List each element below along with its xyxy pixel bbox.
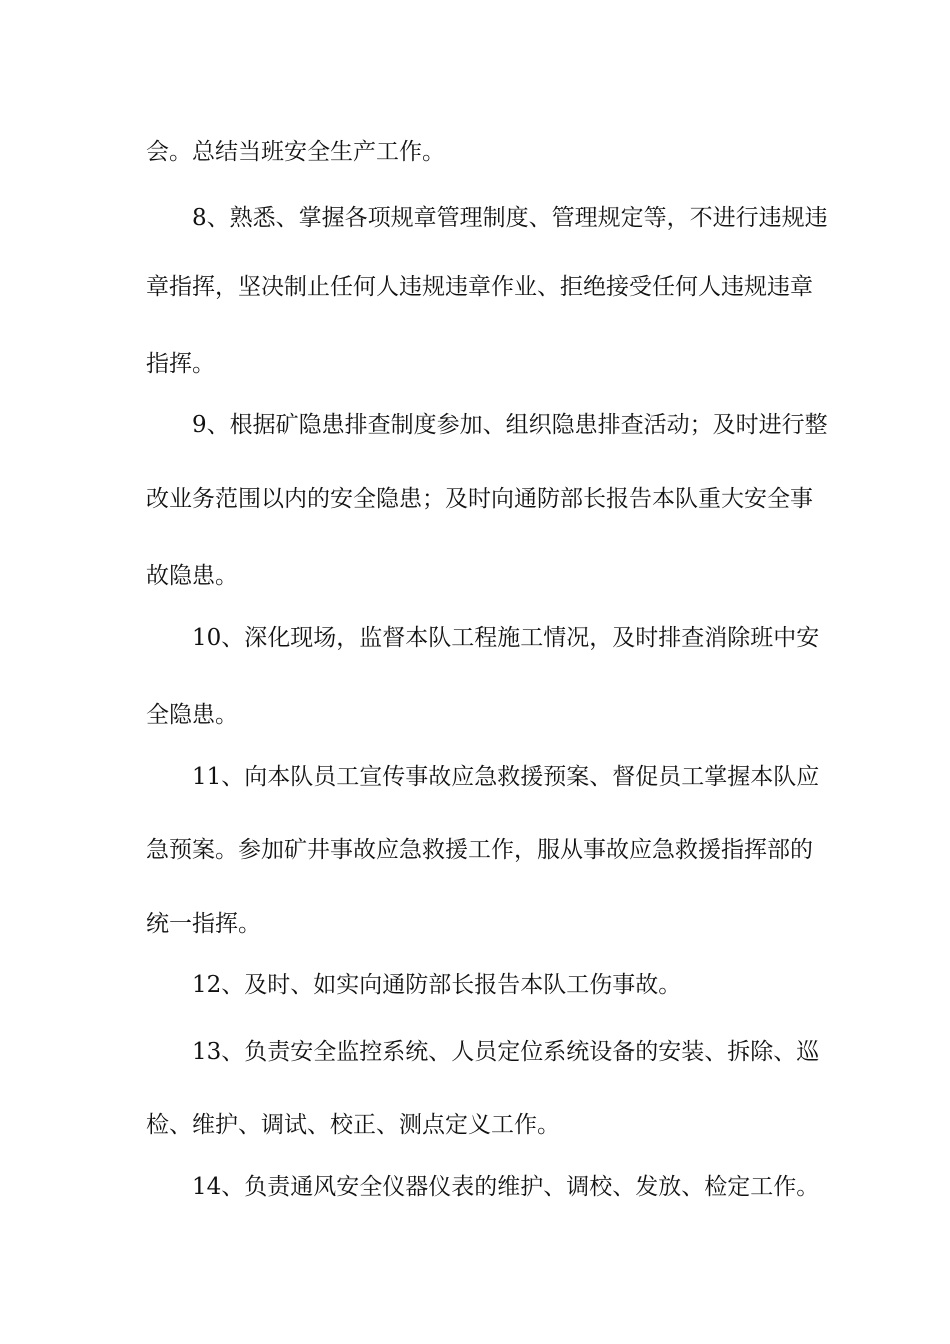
text-line-14: 13、负责安全监控系统、人员定位系统设备的安装、拆除、巡: [192, 1039, 820, 1065]
text-line-5: 9、根据矿隐患排查制度参加、组织隐患排查活动；及时进行整: [192, 412, 828, 438]
text-line-11: 急预案。参加矿井事故应急救援工作，服从事故应急救援指挥部的: [146, 837, 813, 863]
text-line-3: 章指挥，坚决制止任何人违规违章作业、拒绝接受任何人违规违章: [146, 274, 813, 300]
text-line-10: 11、向本队员工宣传事故应急救援预案、督促员工掌握本队应: [192, 764, 820, 790]
text-line-16: 14、负责通风安全仪器仪表的维护、调校、发放、检定工作。: [192, 1174, 820, 1200]
text-line-9: 全隐患。: [146, 702, 238, 728]
text-line-13: 12、及时、如实向通防部长报告本队工伤事故。: [192, 972, 682, 998]
text-line-8: 10、深化现场，监督本队工程施工情况，及时排查消除班中安: [192, 625, 820, 651]
text-line-6: 改业务范围以内的安全隐患；及时向通防部长报告本队重大安全事: [146, 486, 813, 512]
text-line-1: 会。总结当班安全生产工作。: [146, 139, 445, 165]
text-line-7: 故隐患。: [146, 563, 238, 589]
text-line-15: 检、维护、调试、校正、测点定义工作。: [146, 1112, 560, 1138]
text-line-2: 8、熟悉、掌握各项规章管理制度、管理规定等，不进行违规违: [192, 205, 828, 231]
text-line-12: 统一指挥。: [146, 911, 261, 937]
text-line-4: 指挥。: [146, 351, 215, 377]
